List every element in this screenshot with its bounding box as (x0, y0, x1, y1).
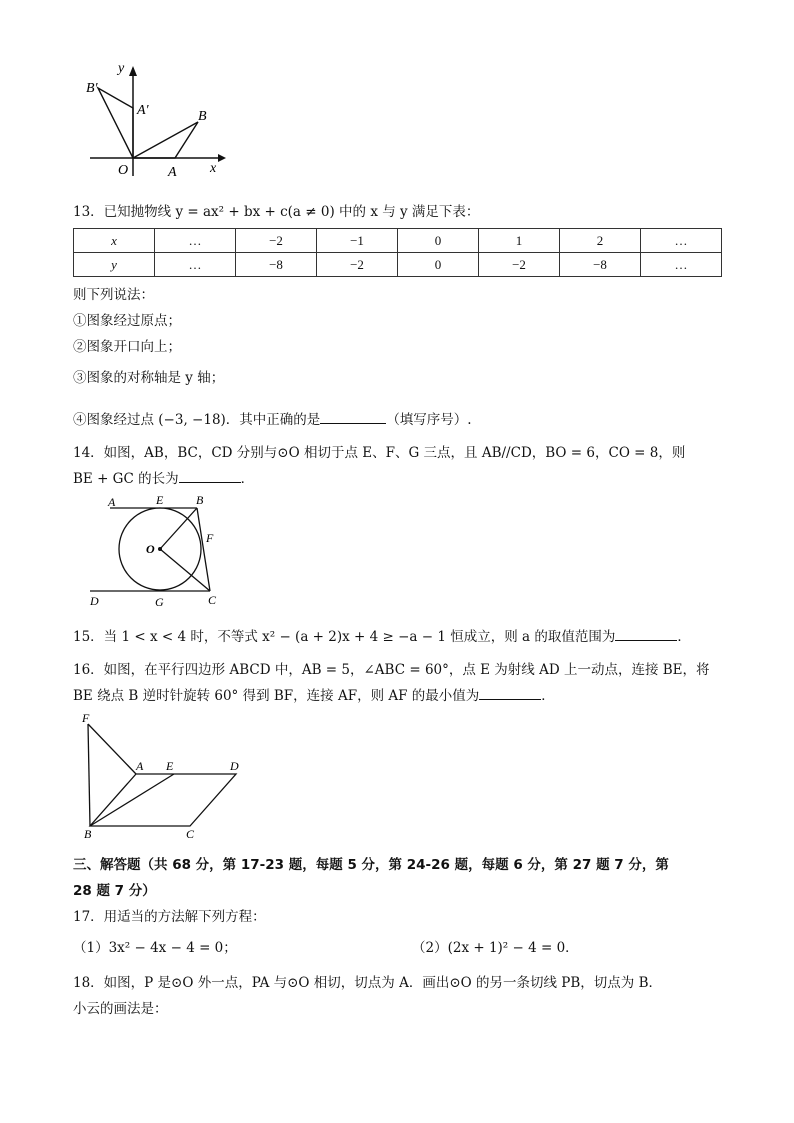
label-Bprime: B′ (86, 81, 98, 96)
label-E: E (166, 759, 174, 773)
label-x: x (210, 161, 217, 176)
table-cell: … (641, 253, 722, 277)
table-cell: 2 (560, 229, 641, 253)
q14-line2 (73, 467, 254, 487)
q13-option-1: ①图象经过原点； (73, 313, 181, 329)
label-C: C (208, 593, 217, 607)
label-D: D (90, 594, 99, 608)
table-cell: x (74, 229, 155, 253)
label-C: C (186, 827, 195, 841)
table-cell: 0 (398, 229, 479, 253)
table-cell: −2 (479, 253, 560, 277)
q13-option-2: ②图象开口向上； (73, 339, 181, 355)
q16-line2-text: BE 绕点 B 逆时针旋转 60° 得到 BF，连接 AF，则 AF 的最小值为 (73, 688, 480, 704)
label-O: O (146, 542, 155, 556)
label-A: A (108, 495, 116, 509)
table-cell: −2 (317, 253, 398, 277)
answer-blank[interactable] (320, 409, 386, 424)
table-cell: 1 (479, 229, 560, 253)
section-heading-line1: 三、解答题（共 68 分，第 17-23 题，每题 5 分，第 24-26 题，每题 6 分，第 27 题 7 分，第 (73, 857, 669, 873)
label-B: B (198, 109, 207, 124)
table-cell: −1 (317, 229, 398, 253)
label-A: A (168, 165, 177, 180)
table-cell: … (641, 229, 722, 253)
table-cell: … (155, 253, 236, 277)
label-y: y (118, 61, 125, 76)
q18-line2: 小云的画法是： (73, 1001, 168, 1017)
table-row (74, 229, 722, 253)
label-B: B (196, 493, 204, 507)
answer-blank[interactable] (179, 468, 241, 483)
q13-tail: （填写序号）. (386, 412, 472, 428)
q13-option-3: ③图象的对称轴是 y 轴； (73, 370, 225, 386)
q18-line1: 18．如图，P 是⊙O 外一点，PA 与⊙O 相切，切点为 A．画出⊙O 的另一条切线 PB，切点为 B． (73, 975, 662, 991)
label-G: G (155, 595, 164, 609)
q17-part1: （1）3x² − 4x − 4 = 0； (73, 940, 237, 956)
q15-tail: ． (677, 629, 691, 645)
q15 (73, 625, 691, 645)
q15-text: 15．当 1 < x < 4 时，不等式 x² − (a + 2)x + 4 ≥ −a − 1 恒成立，则 a 的取值范围为 (73, 629, 616, 645)
figure-parallelogram (78, 708, 248, 843)
q14-line1: 14．如图，AB，BC，CD 分别与⊙O 相切于点 E、F、G 三点，且 AB//CD，BO = 6，CO = 8，则 (73, 445, 686, 461)
answer-blank[interactable] (615, 626, 677, 641)
answer-blank[interactable] (479, 685, 541, 700)
q13-stem: 13．已知抛物线 y = ax² + bx + c(a ≠ 0) 中的 x 与 y 满足下表： (73, 204, 480, 220)
label-Aprime: A′ (137, 103, 149, 118)
q14-line2-tail: ． (240, 471, 255, 487)
figure-rotation (80, 58, 230, 183)
table-cell: −8 (236, 253, 317, 277)
q16-line1: 16．如图，在平行四边形 ABCD 中，AB = 5，∠ABC = 60°，点 E 为射线 AD 上一动点，连接 BE，将 (73, 662, 710, 678)
q13-table (73, 228, 722, 277)
q16-line2 (73, 684, 555, 704)
section-heading-line2: 28 题 7 分） (73, 883, 156, 899)
table-cell: y (74, 253, 155, 277)
table-cell: … (155, 229, 236, 253)
label-A: A (136, 759, 144, 773)
q13-option-4 (73, 408, 472, 428)
q14-line2-text: BE + GC 的长为 (73, 471, 179, 487)
table-cell: −8 (560, 253, 641, 277)
q17-stem: 17．用适当的方法解下列方程： (73, 909, 266, 925)
label-B: B (84, 827, 92, 841)
q16-line2-tail: ． (541, 688, 555, 704)
label-F: F (206, 531, 214, 545)
q13-intro: 则下列说法： (73, 287, 154, 303)
label-E: E (156, 493, 164, 507)
label-O: O (118, 163, 129, 178)
q13-option-4-text: ④图象经过点 (−3, −18)．其中正确的是 (73, 412, 321, 428)
label-F: F (82, 711, 90, 725)
label-D: D (230, 759, 239, 773)
figure-circle-tangent (82, 490, 232, 610)
table-cell: 0 (398, 253, 479, 277)
q17-part2: （2）(2x + 1)² − 4 = 0． (412, 940, 579, 956)
table-cell: −2 (236, 229, 317, 253)
table-row (74, 253, 722, 277)
